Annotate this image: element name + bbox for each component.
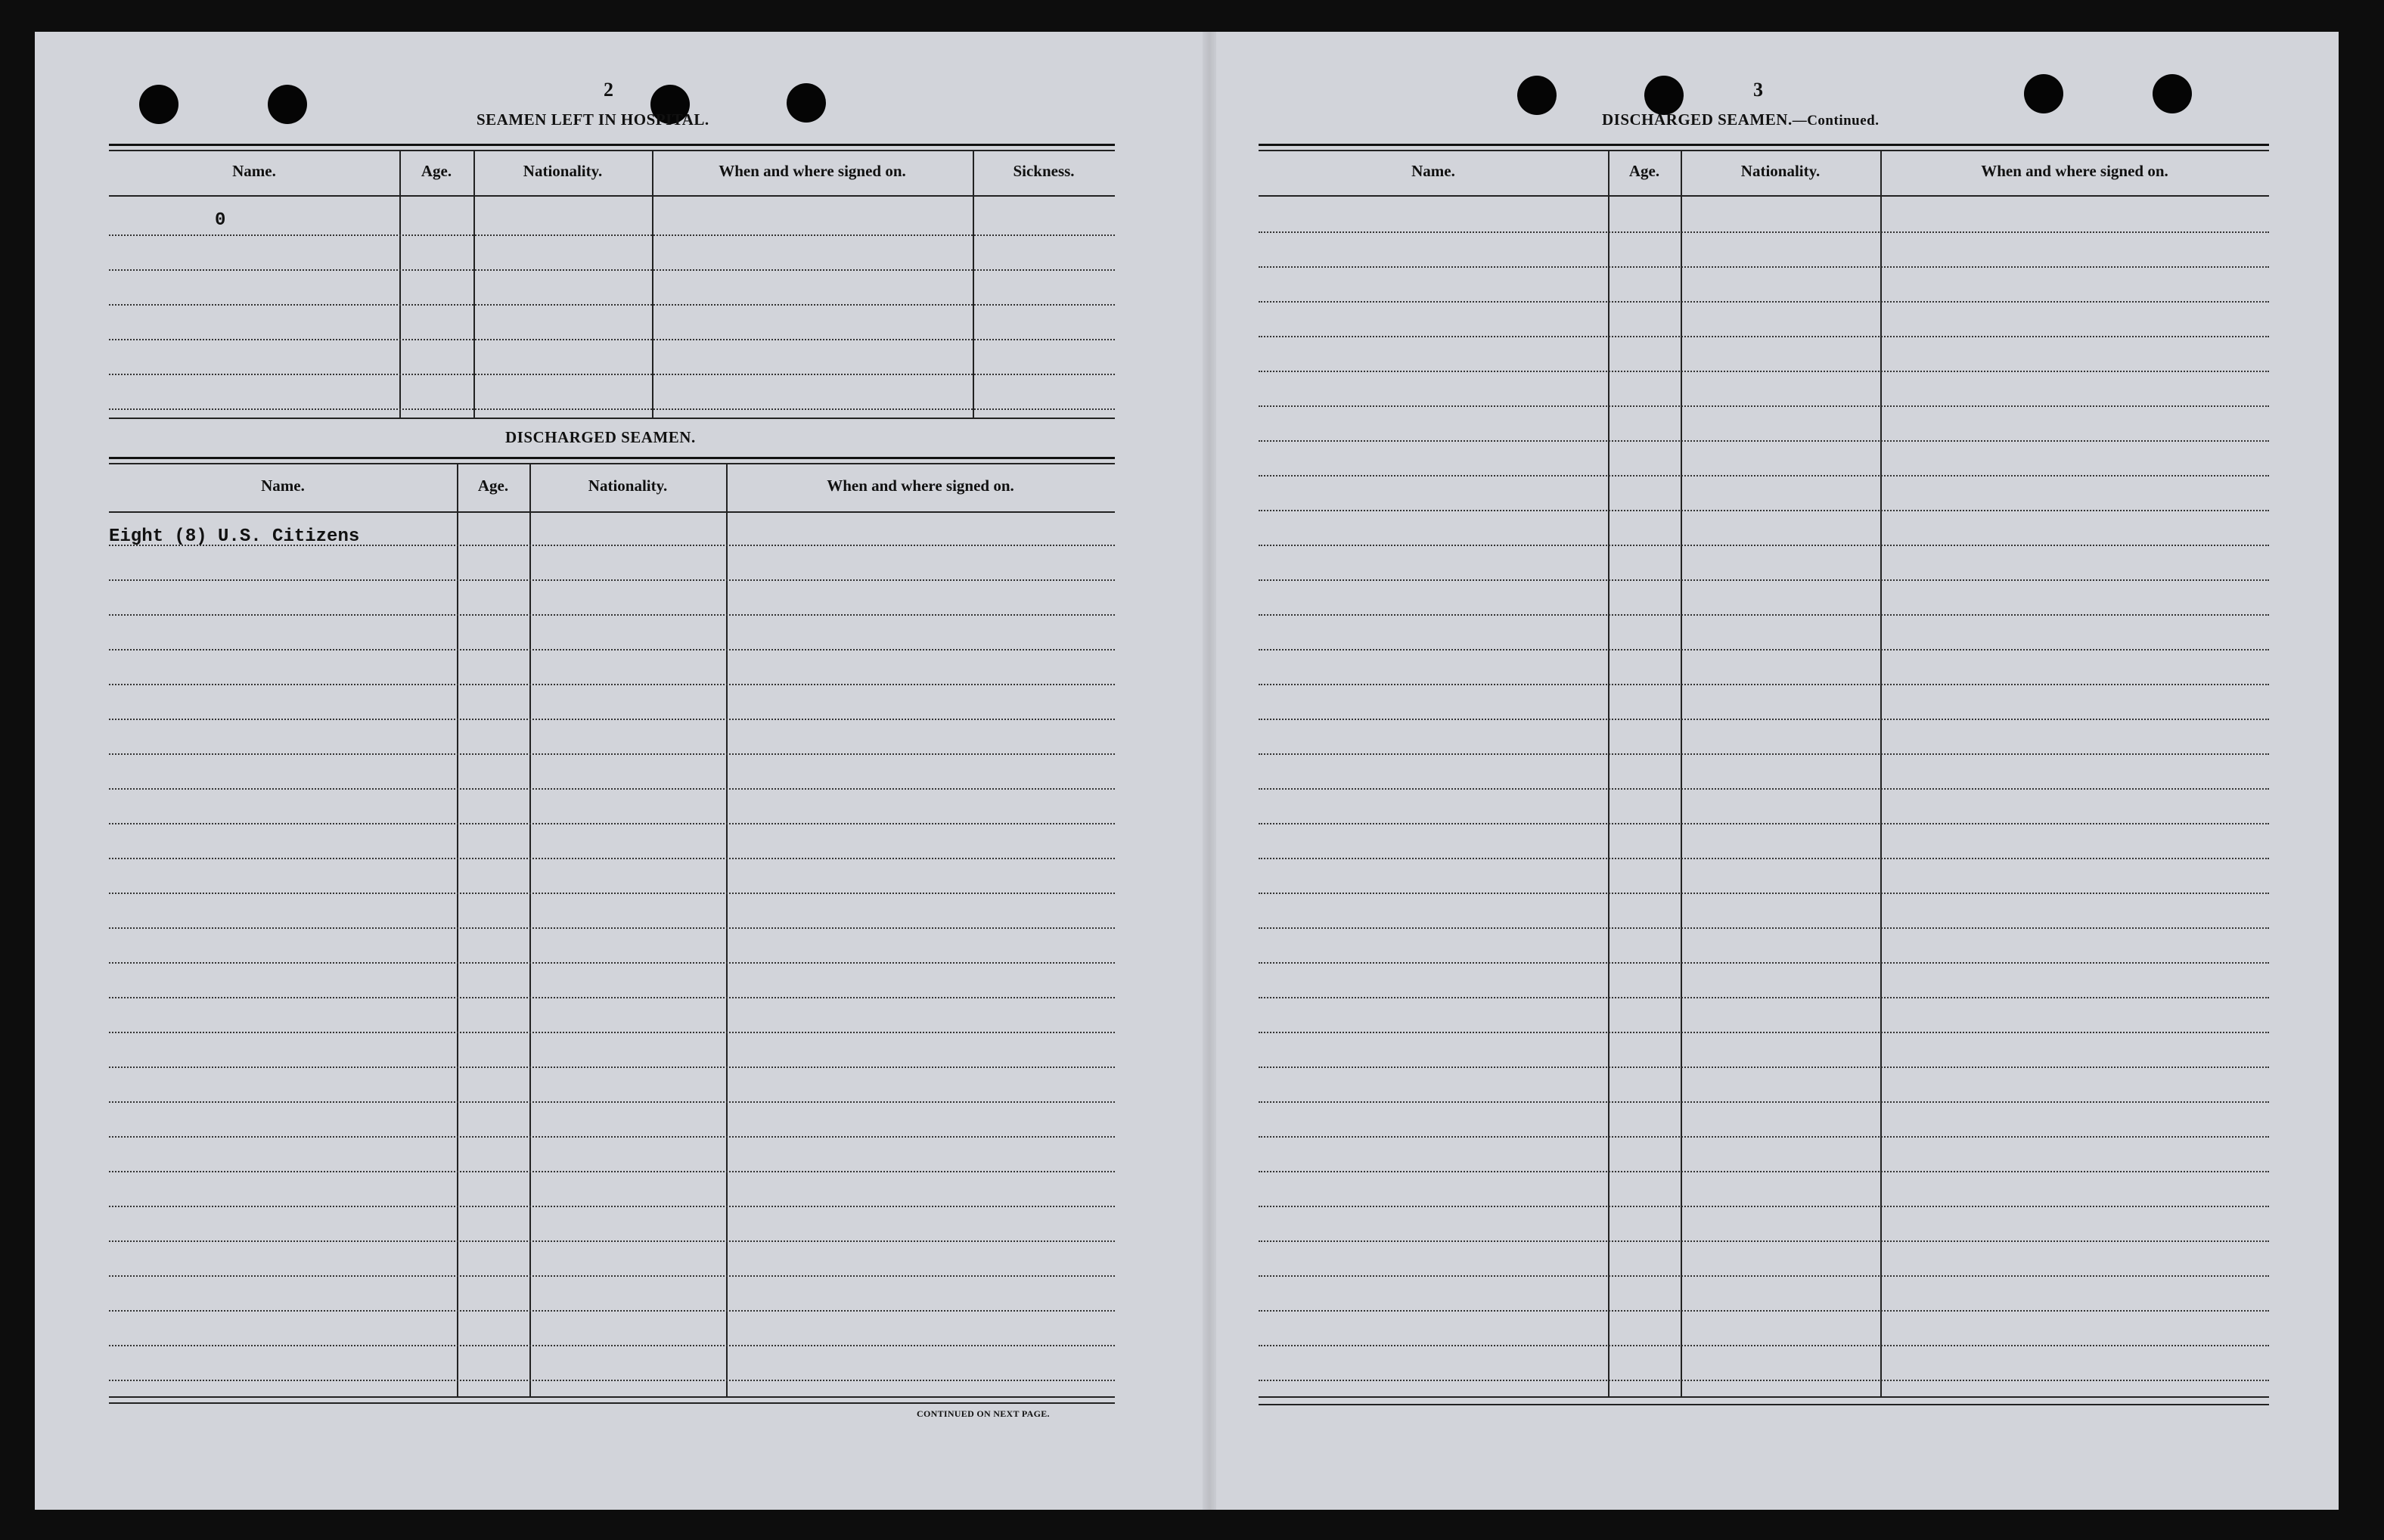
document-sheet xyxy=(35,32,2339,1510)
discharged-col-signed-on: When and where signed on. xyxy=(827,477,1014,495)
ruled-line xyxy=(109,858,1115,859)
discharged-continued-title xyxy=(1602,110,1879,129)
ruled-line xyxy=(109,1310,1115,1312)
ruled-line xyxy=(1259,1345,2269,1346)
ruled-line xyxy=(109,1380,1115,1381)
right-col-signed-on: When and where signed on. xyxy=(1981,162,2168,180)
ruled-line xyxy=(1259,545,2269,546)
ruled-line xyxy=(1259,858,2269,859)
discharged-section-title: DISCHARGED SEAMEN. xyxy=(505,428,696,446)
ruled-line xyxy=(1259,475,2269,477)
ruled-line xyxy=(109,719,1115,720)
ruled-line xyxy=(109,1206,1115,1207)
title-text: DISCHARGED SEAMEN. xyxy=(1602,110,1793,129)
ruled-line xyxy=(1259,1032,2269,1033)
ruled-line xyxy=(1259,1136,2269,1138)
ruled-line xyxy=(109,1345,1115,1346)
punch-hole xyxy=(2153,74,2192,113)
ruled-line xyxy=(109,962,1115,964)
ruled-line xyxy=(109,997,1115,998)
right-col-nationality: Nationality. xyxy=(1740,162,1821,180)
hospital-col-nationality: Nationality. xyxy=(523,162,603,180)
ruled-line xyxy=(1259,927,2269,929)
hospital-col-sickness: Sickness. xyxy=(1013,162,1075,180)
ruled-line xyxy=(1259,1275,2269,1277)
ruled-line xyxy=(109,684,1115,685)
right-col-name: Name. xyxy=(1411,162,1455,180)
ruled-line xyxy=(109,1240,1115,1242)
ruled-line xyxy=(1259,753,2269,755)
ruled-line xyxy=(109,823,1115,824)
ruled-line xyxy=(1259,1240,2269,1242)
ruled-line xyxy=(1259,1171,2269,1172)
ruled-line xyxy=(1259,510,2269,511)
ruled-line xyxy=(1259,371,2269,372)
ruled-line xyxy=(109,927,1115,929)
ruled-line xyxy=(109,649,1115,650)
ruled-line xyxy=(1259,1101,2269,1103)
ruled-line xyxy=(1259,962,2269,964)
ruled-line xyxy=(1259,336,2269,337)
ruled-line xyxy=(1259,1067,2269,1068)
hospital-col-name: Name. xyxy=(232,162,276,180)
page-number: 2 xyxy=(604,79,613,101)
ruled-line xyxy=(109,788,1115,790)
discharged-col-nationality: Nationality. xyxy=(588,477,668,495)
ruled-line xyxy=(1259,684,2269,685)
ruled-line xyxy=(1259,405,2269,407)
ruled-line xyxy=(1259,1206,2269,1207)
punch-hole xyxy=(268,85,307,124)
ruled-line xyxy=(109,1171,1115,1172)
ruled-line xyxy=(1259,266,2269,268)
page-fold xyxy=(1203,32,1216,1510)
punch-hole xyxy=(1644,76,1684,115)
punch-hole xyxy=(139,85,178,124)
ruled-line xyxy=(1259,893,2269,894)
ruled-line xyxy=(109,1032,1115,1033)
page-number: 3 xyxy=(1753,79,1763,101)
discharged-entry: Eight (8) U.S. Citizens xyxy=(109,526,360,547)
ruled-line xyxy=(1259,1380,2269,1381)
ruled-line xyxy=(1259,579,2269,581)
ruled-line xyxy=(109,753,1115,755)
right-col-age: Age. xyxy=(1628,162,1660,180)
discharged-col-age: Age. xyxy=(477,477,509,495)
ruled-line xyxy=(109,1101,1115,1103)
ruled-line xyxy=(109,614,1115,616)
ruled-line xyxy=(1259,997,2269,998)
continued-note: CONTINUED ON NEXT PAGE. xyxy=(917,1408,1050,1419)
ruled-line xyxy=(109,579,1115,581)
ruled-line xyxy=(1259,649,2269,650)
ruled-line xyxy=(109,893,1115,894)
hospital-entry: 0 xyxy=(215,210,226,231)
ruled-line xyxy=(1259,719,2269,720)
ruled-line xyxy=(1259,1310,2269,1312)
hospital-col-age: Age. xyxy=(421,162,452,180)
ruled-line xyxy=(1259,301,2269,303)
ruled-line xyxy=(109,1275,1115,1277)
punch-hole xyxy=(1517,76,1557,115)
hospital-section-title: SEAMEN LEFT IN HOSPITAL. xyxy=(476,110,709,129)
ruled-line xyxy=(1259,440,2269,442)
ruled-line xyxy=(109,1136,1115,1138)
ruled-line xyxy=(1259,231,2269,233)
punch-hole xyxy=(2024,74,2063,113)
title-suffix: —Continued. xyxy=(1792,113,1880,129)
ruled-line xyxy=(109,1067,1115,1068)
hospital-col-signed-on: When and where signed on. xyxy=(719,162,906,180)
punch-hole xyxy=(787,83,826,123)
ruled-line xyxy=(1259,614,2269,616)
ruled-line xyxy=(1259,823,2269,824)
discharged-col-name: Name. xyxy=(261,477,305,495)
ruled-line xyxy=(1259,788,2269,790)
